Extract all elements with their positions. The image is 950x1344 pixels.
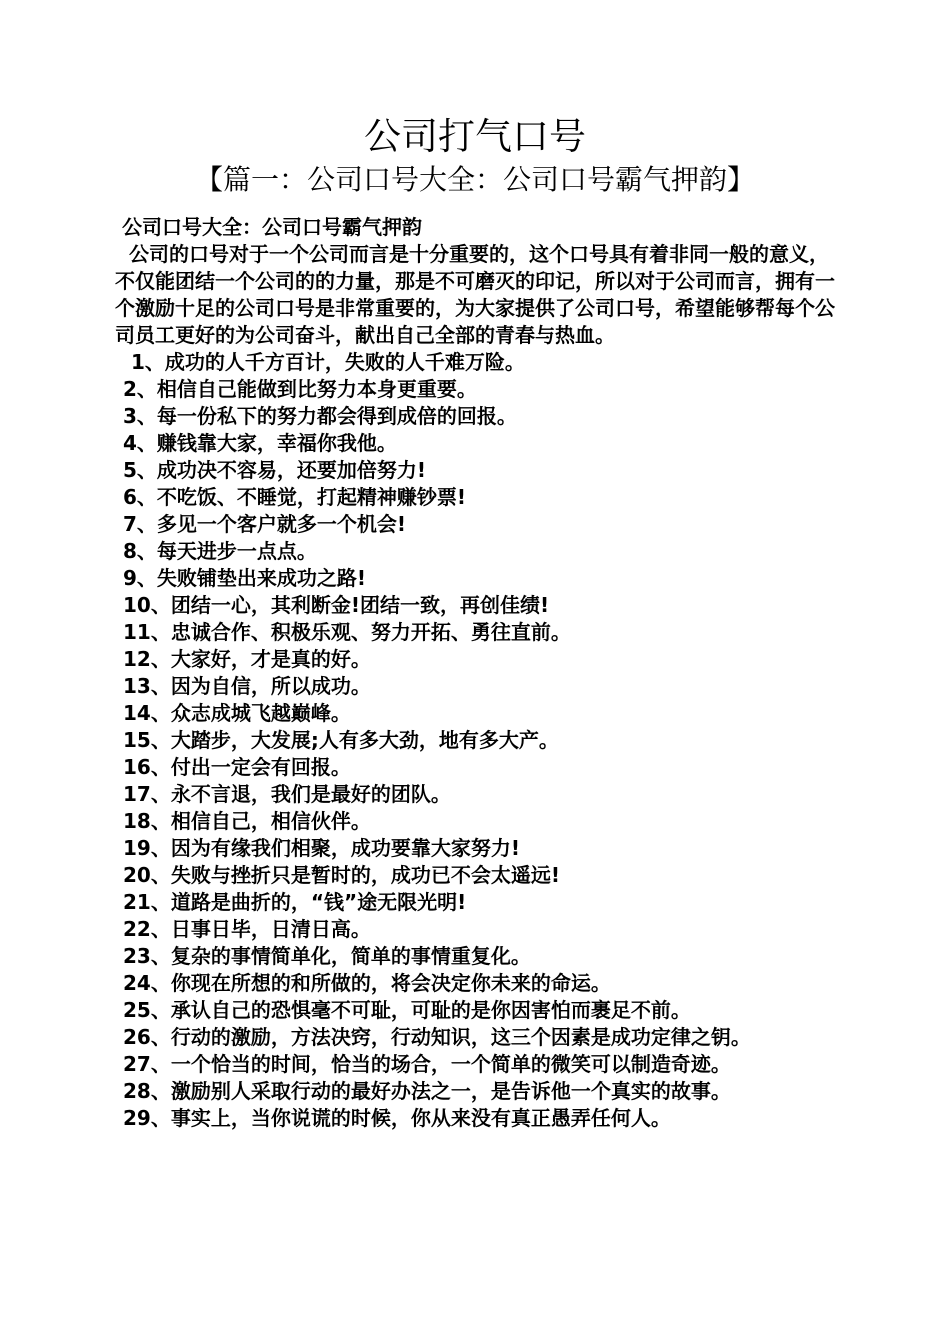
slogan-item: 29、事实上，当你说谎的时候，你从来没有真正愚弄任何人。 — [123, 1106, 671, 1130]
slogan-item: 23、复杂的事情简单化，简单的事情重复化。 — [123, 944, 531, 968]
slogan-item: 6、不吃饭、不睡觉，打起精神赚钞票! — [123, 485, 467, 509]
slogan-item: 1、成功的人千方百计，失败的人千难万险。 — [131, 350, 525, 374]
slogan-item: 26、行动的激励，方法决窍，行动知识，这三个因素是成功定律之钥。 — [123, 1025, 751, 1049]
slogan-item: 27、一个恰当的时间，恰当的场合，一个简单的微笑可以制造奇迹。 — [123, 1052, 731, 1076]
slogan-list — [115, 349, 837, 1132]
section-heading: 公司口号大全：公司口号霸气押韵 — [122, 215, 422, 239]
slogan-item: 10、团结一心，其利断金!团结一致，再创佳绩! — [123, 593, 550, 617]
slogan-item: 15、大踏步，大发展;人有多大劲，地有多大产。 — [123, 728, 559, 752]
document-subtitle: 【篇一：公司口号大全：公司口号霸气押韵】 — [194, 163, 755, 196]
slogan-item: 7、多见一个客户就多一个机会! — [123, 512, 407, 536]
slogan-item: 11、忠诚合作、积极乐观、努力开拓、勇往直前。 — [123, 620, 571, 644]
slogan-item: 21、道路是曲折的，“钱”途无限光明! — [123, 890, 467, 914]
slogan-item: 9、失败铺垫出来成功之路! — [123, 566, 367, 590]
slogan-item: 2、相信自己能做到比努力本身更重要。 — [123, 377, 477, 401]
slogan-item: 25、承认自己的恐惧毫不可耻，可耻的是你因害怕而裹足不前。 — [123, 998, 691, 1022]
intro-paragraph: 公司的口号对于一个公司而言是十分重要的，这个口号具有着非同一般的意义，不仅能团结一个公司的的力量，那是不可磨灭的印记，所以对于公司而言，拥有一个激励十足的公司口号是非常重要的，为大家提供了公司口号，希望能够帮每个公司员工更好的为公司奋斗，献出自己全部的青春与热血。 — [115, 242, 835, 347]
slogan-item: 24、你现在所想的和所做的，将会决定你未来的命运。 — [123, 971, 611, 995]
slogan-item: 19、因为有缘我们相聚，成功要靠大家努力! — [123, 836, 520, 860]
slogan-item: 16、付出一定会有回报。 — [123, 755, 351, 779]
slogan-item: 20、失败与挫折只是暂时的，成功已不会太遥远! — [123, 863, 560, 887]
slogan-item: 4、赚钱靠大家，幸福你我他。 — [123, 431, 397, 455]
slogan-item: 8、每天进步一点点。 — [123, 539, 317, 563]
slogan-item: 3、每一份私下的努力都会得到成倍的回报。 — [123, 404, 517, 428]
slogan-item: 18、相信自己，相信伙伴。 — [123, 809, 371, 833]
document-body — [115, 214, 837, 1132]
slogan-item: 28、激励别人采取行动的最好办法之一，是告诉他一个真实的故事。 — [123, 1079, 731, 1103]
slogan-item: 13、因为自信，所以成功。 — [123, 674, 371, 698]
slogan-item: 5、成功决不容易，还要加倍努力! — [123, 458, 427, 482]
slogan-item: 22、日事日毕，日清日高。 — [123, 917, 371, 941]
slogan-item: 14、众志成城飞越巅峰。 — [123, 701, 351, 725]
slogan-item: 17、永不言退，我们是最好的团队。 — [123, 782, 451, 806]
slogan-item: 12、大家好，才是真的好。 — [123, 647, 371, 671]
document-title: 公司打气口号 — [364, 115, 586, 158]
